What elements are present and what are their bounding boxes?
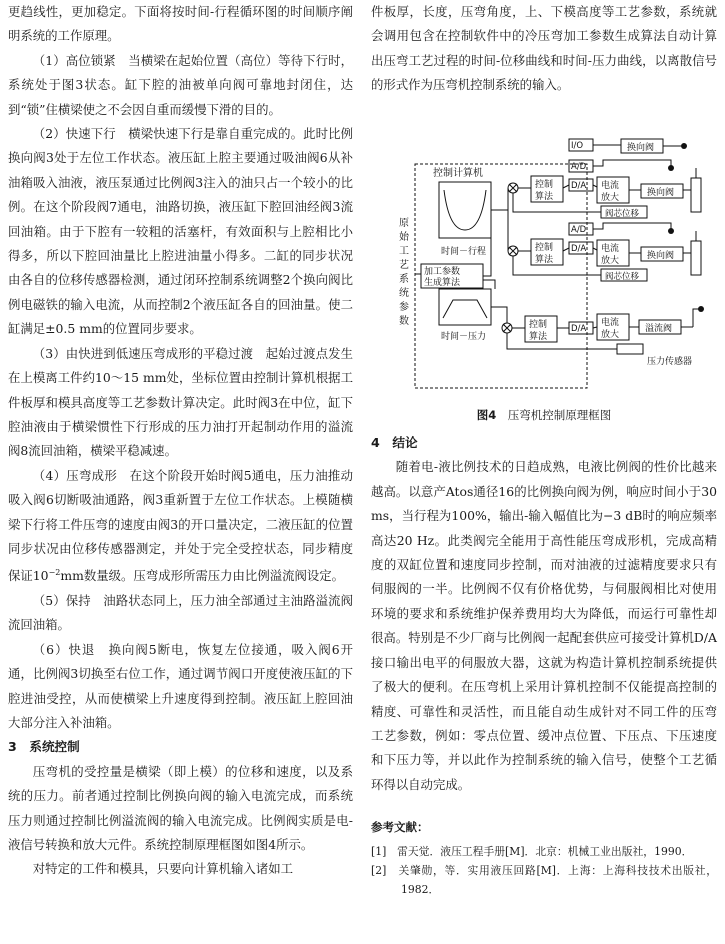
terminal-dot bbox=[681, 143, 687, 149]
dir-valve-label: 换向阀 bbox=[647, 187, 675, 198]
pressure-curve bbox=[443, 300, 487, 318]
paragraph: 压弯机的受控量是横梁（即上模）的位移和速度，以及系统的压力。前者通过控制比例换向阀的输入电流完成，而系统压力则通过控制比例溢流阀的输入电流完成。比例阀实质是电-液信号转换和放大元件。系统控制原理框图如图4所示。 bbox=[8, 763, 353, 852]
references-title: 参考文献： bbox=[371, 820, 429, 835]
diagram-svg bbox=[371, 124, 717, 397]
signal-line bbox=[491, 307, 507, 323]
amp-label: 电流 bbox=[601, 243, 620, 254]
time-pressure-graph bbox=[439, 289, 491, 325]
cylinder bbox=[691, 241, 701, 275]
figure-title: 压弯机控制原理框图 bbox=[507, 407, 612, 422]
amp-label: 放大 bbox=[601, 255, 620, 266]
dir-valve-label: 换向阀 bbox=[627, 142, 655, 153]
paragraph: （5）保持 油路状态同上，压力油全部通过主油路溢流阀流回油箱。 bbox=[8, 592, 353, 633]
vertical-char: 艺 bbox=[399, 259, 409, 271]
ad-label: A/D bbox=[571, 161, 587, 172]
vertical-char: 系 bbox=[399, 273, 409, 285]
paragraph: 件板厚，长度，压弯角度，上、下模高度等工艺参数，系统就会调用包含在控制软件中的冷压弯加工参数生成算法自动计算出压弯工艺过程的时间-位移曲线和时间-压力曲线，以离散信号的形式作为压弯机控制系统的输入。 bbox=[371, 4, 717, 93]
left-column bbox=[8, 0, 353, 882]
signal-line bbox=[483, 238, 495, 289]
param-gen-label: 加工参数 bbox=[424, 266, 461, 277]
superscript: −2 bbox=[48, 568, 61, 578]
control-algo-label: 算法 bbox=[529, 331, 548, 342]
vertical-char: 统 bbox=[399, 287, 409, 299]
paragraph: 更趋线性，更加稳定。下面将按时间-行程循环图的时间顺序阐明系统的工作原理。 bbox=[8, 4, 353, 44]
control-block-diagram bbox=[371, 124, 717, 397]
computer-label: 控制计算机 bbox=[433, 167, 483, 179]
paragraph: （2）快速下行 横梁快速下行是靠自重完成的。此时比例换向阀3处于左位工作状态。液压缸上腔主要通过吸油阀6从补油箱吸入油液，液压泵通过比例阀3注入的油只占一个较小的比例。在这个阶段阀7通电，油路切换，液压缸下腔回油经阀3流回油箱。由于下腔有一较粗的活塞杆，有效面积与上腔相比小得多，所以下腔回油量比上腔进油量小得多。二缸的同步状况由各自的位移传感器检测，通过闭环控制系统调整2个换向阀比例电磁铁的输入电流，从而控制2个液压缸各自的回油量。使二缸满足±0.5 mm的位置同步要求。 bbox=[8, 126, 353, 337]
text: mm数量级。压弯成形所需压力由比例溢流阀设定。 bbox=[60, 568, 345, 584]
left-vertical-label bbox=[399, 217, 410, 327]
figure-caption bbox=[371, 403, 717, 427]
signal-line bbox=[593, 185, 597, 328]
vertical-char: 参 bbox=[399, 301, 409, 313]
amp-label: 电流 bbox=[601, 180, 620, 191]
io-label: I/O bbox=[571, 140, 584, 151]
time-pressure-label: 时间－压力 bbox=[441, 331, 487, 342]
reference-item: [2] 关肇勋，等．实用液压回路[M]．上海：上海科技技术出版社，1982． bbox=[371, 863, 717, 896]
sum-cross bbox=[503, 324, 511, 332]
terminal-dot bbox=[698, 306, 704, 312]
pressure-sensor-box bbox=[617, 344, 643, 354]
paragraph: 对特定的工件和模具，只要向计算机输入诸如工 bbox=[32, 861, 293, 877]
da-label: D/A bbox=[571, 323, 587, 334]
figure-number: 图4 bbox=[476, 407, 497, 422]
da-label: D/A bbox=[571, 180, 587, 191]
paragraph: 随着电-液比例技术的日趋成熟，电液比例阀的性价比越来越高。以意产Atos通径16的比例换向阀为例，响应时间小于30 ms，当行程为100%，输出-输入幅值比为−3 dB时的响应频率高达20 Hz。此类阀完全能用于高性能压弯成形机，完成高精度的双缸位置和速度同步控制，而对油液的过滤精度要求只有伺服阀的一半。比例阀不仅有价格优势，与伺服阀相比对使用环境的要求和系统维护保养费用均大为降低，而运行可靠性却很高。特别是不少厂商与比例阀一起配套供应可接受计算机D/A接口输出电平的伺服放大器，这就为构造计算机控制系统提供了极大的便利。在压弯机上采用计算机控制不仅能提高控制的精度、可靠性和灵活性，而且能自动生成针对不同工件的压弯工艺参数，例如：零点位置、缓冲点位置、下压点、下压速度和下压力等，并以此作为控制系统的输入信号，使整个工艺循环得以自动完成。 bbox=[371, 459, 717, 792]
vertical-char: 工 bbox=[399, 245, 409, 257]
amp-label: 电流 bbox=[601, 317, 620, 328]
right-column bbox=[371, 0, 717, 899]
vertical-char: 数 bbox=[399, 315, 409, 327]
amp-label: 放大 bbox=[601, 192, 620, 203]
ad-label: A/D bbox=[571, 224, 587, 235]
control-algo-label: 控制 bbox=[529, 319, 548, 330]
relief-valve-label: 溢流阀 bbox=[645, 323, 673, 334]
section-heading: 4 结论 bbox=[371, 435, 418, 451]
control-algo-label: 算法 bbox=[535, 254, 554, 265]
control-algo-label: 算法 bbox=[535, 191, 554, 202]
paragraph: （3）由快进到低速压弯成形的平稳过渡 起始过渡点发生在上模离工件约10～15 mm处，坐标位置由控制计算机根据工件板厚和模具高度等工艺参数计算决定。此时阀3在中位，缸下腔油液由于横梁惯性下行形成的压力油打开起制动作用的溢流阀8流回油箱，横梁平稳减速。 bbox=[8, 345, 353, 459]
param-gen-label: 生成算法 bbox=[424, 277, 461, 288]
paragraph bbox=[8, 464, 353, 589]
da-label: D/A bbox=[571, 243, 587, 254]
signal-line bbox=[593, 223, 671, 231]
paragraph: （1）高位锁紧 当横梁在起始位置（高位）等待下行时，系统处于图3状态。缸下腔的油被单向阀可靠地封闭住，达到“锁”住横梁使之不会因自重而缓慢下滑的目的。 bbox=[8, 52, 353, 117]
cylinder bbox=[691, 178, 701, 212]
sum-cross bbox=[509, 184, 517, 192]
feedback-line bbox=[513, 193, 601, 275]
sum-cross bbox=[509, 247, 517, 255]
time-stroke-label: 时间－行程 bbox=[441, 246, 487, 257]
paragraph: （6）快退 换向阀5断电，恢复左位接通，吸入阀6开通，比例阀3切换至右位工作，通过调节阀口开度使液压缸的下腔进油受控，从而使横梁上升速度得到控制。液压缸上腔回油大部分注入补油箱。 bbox=[8, 641, 353, 730]
amp-label: 放大 bbox=[601, 329, 620, 340]
signal-line bbox=[491, 188, 508, 251]
text: （4）压弯成形 在这个阶段开始时阀5通电，压力油推动吸入阀6切断吸油通路，阀3重新置于左位工作状态。上模随横梁下行将工件压弯的速度由阀3的开口量决定，二液压缸的位置同步状况由位移传感器测定，并处于完全受控状态，同步精度保证10 bbox=[8, 467, 353, 584]
pressure-sensor-label: 压力传感器 bbox=[647, 356, 693, 367]
spool-disp-label: 阀芯位移 bbox=[605, 271, 640, 282]
control-algo-label: 控制 bbox=[535, 242, 554, 253]
vertical-char: 原 bbox=[399, 217, 409, 229]
terminal-dot bbox=[668, 228, 674, 234]
terminal-dot bbox=[668, 165, 674, 171]
dir-valve-label: 换向阀 bbox=[647, 250, 675, 261]
signal-line bbox=[512, 188, 531, 328]
spool-disp-label: 阀芯位移 bbox=[605, 208, 640, 219]
section-heading: 3 系统控制 bbox=[8, 739, 80, 755]
reference-item: [1] 雷天觉．液压工程手册[M]．北京：机械工业出版社，1990． bbox=[371, 844, 693, 858]
stroke-curve bbox=[444, 190, 486, 230]
vertical-char: 始 bbox=[399, 231, 409, 243]
control-algo-label: 控制 bbox=[535, 179, 554, 190]
